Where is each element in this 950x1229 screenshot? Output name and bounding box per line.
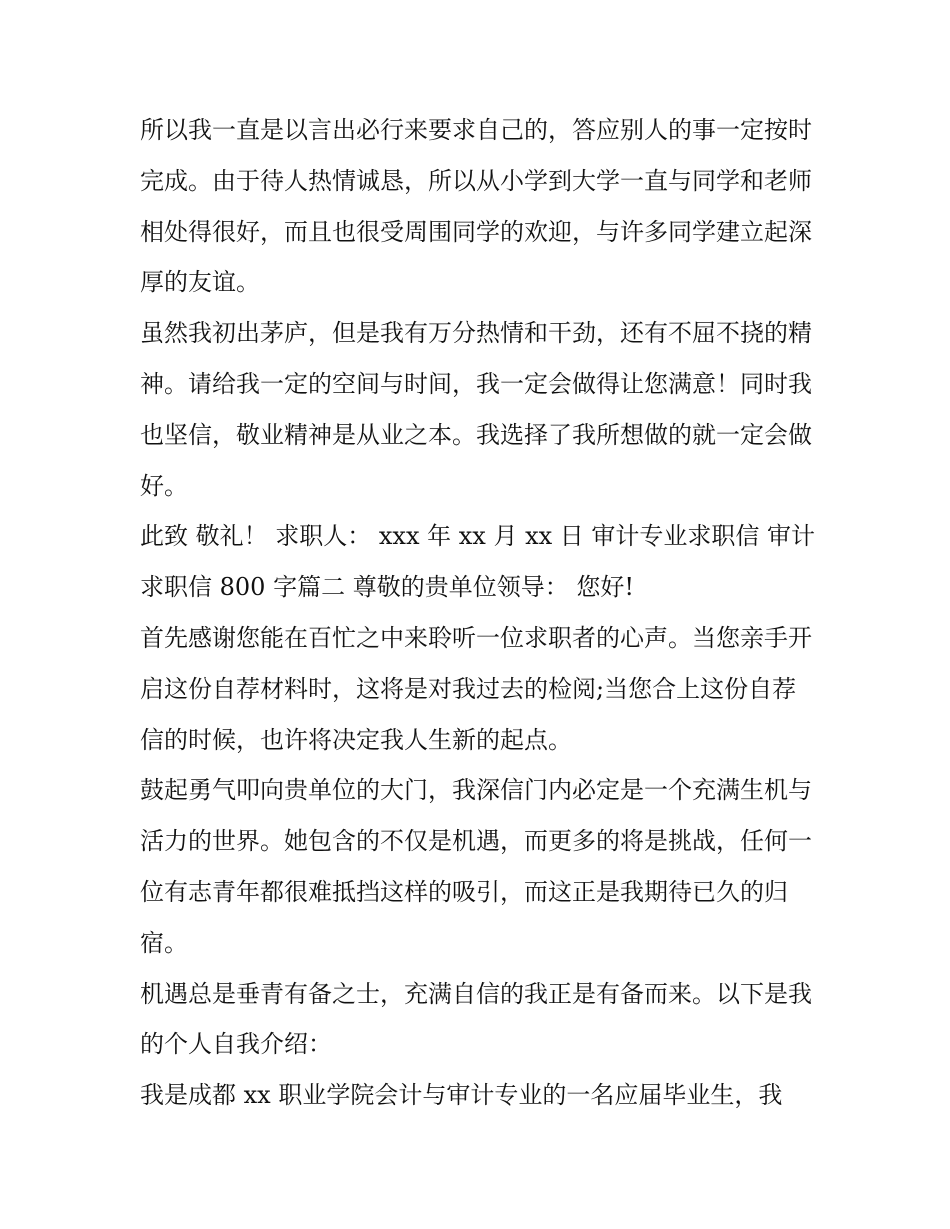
paragraph: 首先感谢您能在百忙之中来聆听一位求职者的心声。当您亲手开启这份自荐材料时，这将是对我过去的检阅;当您合上这份自荐 信的时候，也许将决定我人生新的起点。 xyxy=(140,623,812,754)
paragraph: 机遇总是垂青有备之士，充满自信的我正是有备而来。以下是我的个人自我介绍： xyxy=(140,979,812,1059)
paragraph: 此致 敬礼！ 求职人： xxx 年 xx 月 xx 日 审计专业求职信 审计求职信 800 字篇二 尊敬的贵单位领导： 您好! xyxy=(140,522,816,602)
paragraph: 我是成都 xx 职业学院会计与审计专业的一名应届毕业生，我 xyxy=(140,1081,783,1110)
paragraph: 虽然我初出茅庐，但是我有万分热情和干劲，还有不屈不挠的精神。请给我一定的空间与时间，我一定会做得让您满意！同时我也坚信，敬业精神是从业之本。我选择了我所想做的就一定会做好。 xyxy=(140,319,812,500)
paragraph: 所以我一直是以言出必行来要求自己的，答应别人的事一定按时完成。由于待人热情诚恳，所以从小学到大学一直与同学和老师相处得很好，而且也很受周围同学的欢迎，与许多同学建立起深厚的友谊。 xyxy=(140,116,812,297)
paragraph: 鼓起勇气叩向贵单位的大门，我深信门内必定是一个充满生机与活力的世界。她包含的不仅是机遇，而更多的将是挑战，任何一位有志青年都很难抵挡这样的吸引，而这正是我期待已久的归宿。 xyxy=(140,776,812,957)
document-body xyxy=(140,105,820,1121)
